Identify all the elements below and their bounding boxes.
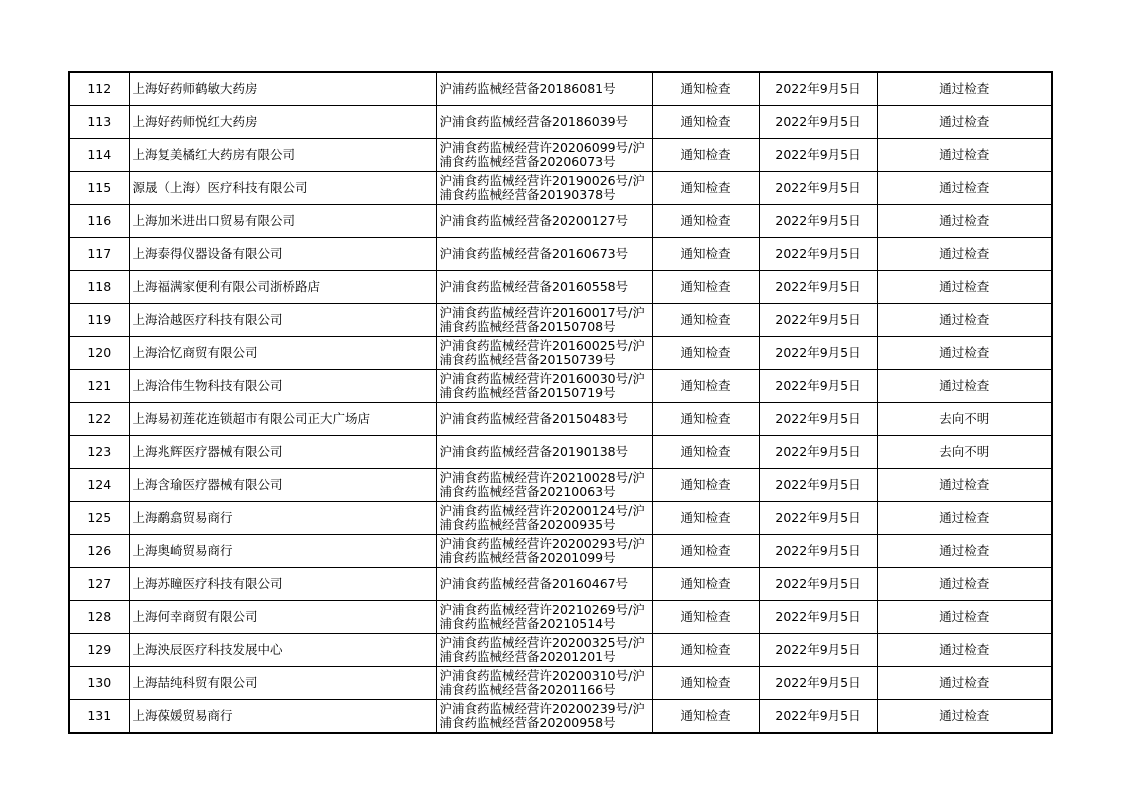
inspection-date-cell: 2022年9月5日 (759, 634, 877, 667)
table-row (69, 370, 1052, 403)
inspection-result-cell: 通过检查 (877, 172, 1052, 205)
company-name-cell: 上海苏瞳医疗科技有限公司 (129, 568, 436, 601)
license-number-cell: 沪浦食药监械经营许20200310号/沪浦食药监械经营备20201166号 (436, 667, 652, 700)
inspection-result-cell: 通过检查 (877, 667, 1052, 700)
table-row (69, 271, 1052, 304)
license-number-cell: 沪浦药监械经营备20186081号 (436, 72, 652, 106)
company-name-cell: 上海洽伟生物科技有限公司 (129, 370, 436, 403)
inspection-method-cell: 通知检查 (652, 634, 759, 667)
row-number-cell: 122 (69, 403, 129, 436)
license-number-cell: 沪浦食药监械经营许20200293号/沪浦食药监械经营备20201099号 (436, 535, 652, 568)
license-number-cell: 沪浦食药监械经营备20160558号 (436, 271, 652, 304)
inspection-result-cell: 通过检查 (877, 601, 1052, 634)
company-name-cell: 上海易初莲花连锁超市有限公司正大广场店 (129, 403, 436, 436)
table-row (69, 601, 1052, 634)
inspection-result-cell: 通过检查 (877, 370, 1052, 403)
table-row (69, 436, 1052, 469)
table-row (69, 634, 1052, 667)
inspection-date-cell: 2022年9月5日 (759, 172, 877, 205)
inspection-result-cell: 通过检查 (877, 337, 1052, 370)
company-name-cell: 上海泰得仪器设备有限公司 (129, 238, 436, 271)
row-number-cell: 119 (69, 304, 129, 337)
inspection-date-cell: 2022年9月5日 (759, 403, 877, 436)
inspection-table (68, 71, 1053, 734)
row-number-cell: 114 (69, 139, 129, 172)
license-number-cell: 沪浦食药监械经营备20190138号 (436, 436, 652, 469)
row-number-cell: 126 (69, 535, 129, 568)
inspection-method-cell: 通知检查 (652, 667, 759, 700)
company-name-cell: 上海洽忆商贸有限公司 (129, 337, 436, 370)
table-row (69, 700, 1052, 734)
inspection-method-cell: 通知检查 (652, 601, 759, 634)
license-number-cell: 沪浦食药监械经营备20150483号 (436, 403, 652, 436)
table-row (69, 72, 1052, 106)
license-number-cell: 沪浦食药监械经营备20160673号 (436, 238, 652, 271)
row-number-cell: 112 (69, 72, 129, 106)
inspection-date-cell: 2022年9月5日 (759, 469, 877, 502)
inspection-result-cell: 通过检查 (877, 271, 1052, 304)
table-row (69, 502, 1052, 535)
inspection-result-cell: 通过检查 (877, 106, 1052, 139)
table-row (69, 139, 1052, 172)
inspection-method-cell: 通知检查 (652, 139, 759, 172)
license-number-cell: 沪浦食药监械经营许20200325号/沪浦食药监械经营备20201201号 (436, 634, 652, 667)
inspection-method-cell: 通知检查 (652, 304, 759, 337)
inspection-method-cell: 通知检查 (652, 700, 759, 734)
inspection-method-cell: 通知检查 (652, 106, 759, 139)
inspection-date-cell: 2022年9月5日 (759, 601, 877, 634)
table-row (69, 205, 1052, 238)
inspection-method-cell: 通知检查 (652, 72, 759, 106)
inspection-result-cell: 通过检查 (877, 205, 1052, 238)
inspection-method-cell: 通知检查 (652, 271, 759, 304)
inspection-method-cell: 通知检查 (652, 502, 759, 535)
inspection-result-cell: 去向不明 (877, 436, 1052, 469)
inspection-date-cell: 2022年9月5日 (759, 106, 877, 139)
row-number-cell: 129 (69, 634, 129, 667)
company-name-cell: 上海好药师悦红大药房 (129, 106, 436, 139)
table-row (69, 403, 1052, 436)
row-number-cell: 116 (69, 205, 129, 238)
inspection-date-cell: 2022年9月5日 (759, 271, 877, 304)
company-name-cell: 上海鹬翕贸易商行 (129, 502, 436, 535)
inspection-date-cell: 2022年9月5日 (759, 337, 877, 370)
license-number-cell: 沪浦食药监械经营许20190026号/沪浦食药监械经营备20190378号 (436, 172, 652, 205)
row-number-cell: 120 (69, 337, 129, 370)
table-row (69, 535, 1052, 568)
table-row (69, 172, 1052, 205)
table-row (69, 337, 1052, 370)
row-number-cell: 123 (69, 436, 129, 469)
inspection-method-cell: 通知检查 (652, 469, 759, 502)
table-row (69, 106, 1052, 139)
license-number-cell: 沪浦食药监械经营备20186039号 (436, 106, 652, 139)
inspection-result-cell: 通过检查 (877, 568, 1052, 601)
company-name-cell: 上海复美橘红大药房有限公司 (129, 139, 436, 172)
inspection-result-cell: 通过检查 (877, 502, 1052, 535)
license-number-cell: 沪浦食药监械经营备20160467号 (436, 568, 652, 601)
table-row (69, 667, 1052, 700)
inspection-result-cell: 通过检查 (877, 139, 1052, 172)
company-name-cell: 上海含瑜医疗器械有限公司 (129, 469, 436, 502)
inspection-result-cell: 通过检查 (877, 304, 1052, 337)
row-number-cell: 131 (69, 700, 129, 734)
inspection-date-cell: 2022年9月5日 (759, 502, 877, 535)
inspection-date-cell: 2022年9月5日 (759, 700, 877, 734)
row-number-cell: 118 (69, 271, 129, 304)
table-body (69, 72, 1052, 733)
company-name-cell: 上海奥崎贸易商行 (129, 535, 436, 568)
company-name-cell: 上海喆纯科贸有限公司 (129, 667, 436, 700)
inspection-result-cell: 通过检查 (877, 700, 1052, 734)
license-number-cell: 沪浦食药监械经营许20160030号/沪浦食药监械经营备20150719号 (436, 370, 652, 403)
company-name-cell: 源晟（上海）医疗科技有限公司 (129, 172, 436, 205)
inspection-method-cell: 通知检查 (652, 403, 759, 436)
row-number-cell: 128 (69, 601, 129, 634)
license-number-cell: 沪浦食药监械经营许20160017号/沪浦食药监械经营备20150708号 (436, 304, 652, 337)
inspection-result-cell: 通过检查 (877, 535, 1052, 568)
row-number-cell: 115 (69, 172, 129, 205)
inspection-method-cell: 通知检查 (652, 535, 759, 568)
inspection-date-cell: 2022年9月5日 (759, 436, 877, 469)
row-number-cell: 127 (69, 568, 129, 601)
company-name-cell: 上海加米进出口贸易有限公司 (129, 205, 436, 238)
inspection-method-cell: 通知检查 (652, 238, 759, 271)
company-name-cell: 上海葆媛贸易商行 (129, 700, 436, 734)
inspection-result-cell: 去向不明 (877, 403, 1052, 436)
table-row (69, 469, 1052, 502)
inspection-method-cell: 通知检查 (652, 370, 759, 403)
license-number-cell: 沪浦食药监械经营许20200124号/沪浦食药监械经营备20200935号 (436, 502, 652, 535)
inspection-result-cell: 通过检查 (877, 634, 1052, 667)
inspection-date-cell: 2022年9月5日 (759, 667, 877, 700)
license-number-cell: 沪浦食药监械经营许20210028号/沪浦食药监械经营备20210063号 (436, 469, 652, 502)
inspection-method-cell: 通知检查 (652, 337, 759, 370)
row-number-cell: 121 (69, 370, 129, 403)
inspection-result-cell: 通过检查 (877, 238, 1052, 271)
inspection-date-cell: 2022年9月5日 (759, 304, 877, 337)
inspection-method-cell: 通知检查 (652, 568, 759, 601)
row-number-cell: 113 (69, 106, 129, 139)
license-number-cell: 沪浦食药监械经营许20210269号/沪浦食药监械经营备20210514号 (436, 601, 652, 634)
license-number-cell: 沪浦食药监械经营许20206099号/沪浦食药监械经营备20206073号 (436, 139, 652, 172)
inspection-date-cell: 2022年9月5日 (759, 535, 877, 568)
company-name-cell: 上海好药师鹤敏大药房 (129, 72, 436, 106)
inspection-date-cell: 2022年9月5日 (759, 205, 877, 238)
inspection-method-cell: 通知检查 (652, 172, 759, 205)
inspection-date-cell: 2022年9月5日 (759, 238, 877, 271)
inspection-method-cell: 通知检查 (652, 436, 759, 469)
company-name-cell: 上海泱辰医疗科技发展中心 (129, 634, 436, 667)
license-number-cell: 沪浦食药监械经营许20200239号/沪浦食药监械经营备20200958号 (436, 700, 652, 734)
license-number-cell: 沪浦食药监械经营备20200127号 (436, 205, 652, 238)
inspection-date-cell: 2022年9月5日 (759, 139, 877, 172)
company-name-cell: 上海兆辉医疗器械有限公司 (129, 436, 436, 469)
table-row (69, 238, 1052, 271)
table-row (69, 568, 1052, 601)
inspection-result-cell: 通过检查 (877, 469, 1052, 502)
row-number-cell: 130 (69, 667, 129, 700)
inspection-result-cell: 通过检查 (877, 72, 1052, 106)
table-row (69, 304, 1052, 337)
inspection-date-cell: 2022年9月5日 (759, 568, 877, 601)
company-name-cell: 上海福满家便利有限公司浙桥路店 (129, 271, 436, 304)
row-number-cell: 125 (69, 502, 129, 535)
row-number-cell: 124 (69, 469, 129, 502)
company-name-cell: 上海洽越医疗科技有限公司 (129, 304, 436, 337)
inspection-method-cell: 通知检查 (652, 205, 759, 238)
inspection-date-cell: 2022年9月5日 (759, 72, 877, 106)
company-name-cell: 上海何幸商贸有限公司 (129, 601, 436, 634)
inspection-date-cell: 2022年9月5日 (759, 370, 877, 403)
license-number-cell: 沪浦食药监械经营许20160025号/沪浦食药监械经营备20150739号 (436, 337, 652, 370)
row-number-cell: 117 (69, 238, 129, 271)
